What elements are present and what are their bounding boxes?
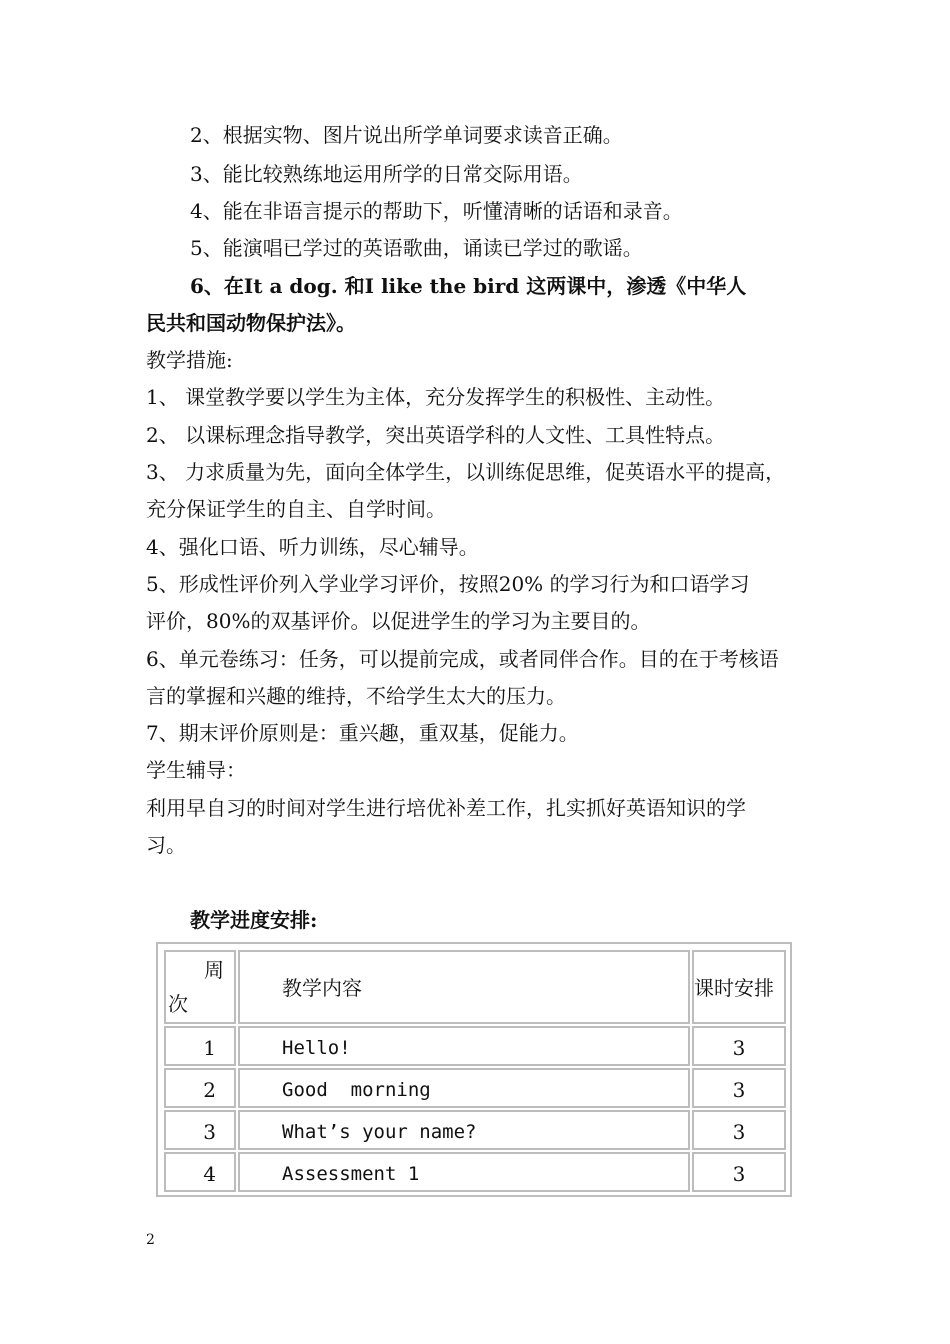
- week-number: 1: [203, 1036, 216, 1060]
- measures-heading: 教学措施:: [146, 348, 233, 372]
- goal-item-bold-continuation: 民共和国动物保护法》。: [146, 311, 356, 335]
- schedule-table: [156, 942, 792, 1197]
- measure-line: 6、单元卷练习：任务，可以提前完成，或者同伴合作。目的在于考核语: [146, 647, 779, 671]
- measure-line: 7、期末评价原则是：重兴趣，重双基，促能力。: [146, 721, 579, 745]
- content-cell: Hello!: [238, 1026, 690, 1066]
- goal-item: 4、能在非语言提示的帮助下，听懂清晰的话语和录音。: [190, 199, 683, 223]
- measure-line: 5、形成性评价列入学业学习评价，按照20% 的学习行为和口语学习: [146, 572, 750, 596]
- hours-cell: 3: [692, 1152, 786, 1192]
- content-cell: What’s your name?: [238, 1110, 690, 1150]
- tutoring-heading: 学生辅导：: [146, 758, 246, 782]
- content-cell: Assessment 1: [238, 1152, 690, 1192]
- header-week-cell: [164, 950, 236, 1024]
- tutoring-text: 利用早自习的时间对学生进行培优补差工作，扎实抓好英语知识的学: [146, 796, 746, 820]
- measure-line: 4、强化口语、听力训练，尽心辅导。: [146, 535, 479, 559]
- content-cell: Good morning: [238, 1068, 690, 1108]
- table-row: [164, 1152, 236, 1192]
- table-row: [164, 1110, 236, 1150]
- header-content-label: 教学内容: [282, 976, 362, 1000]
- hours-cell: 3: [692, 1110, 786, 1150]
- header-content-cell: [238, 950, 690, 1024]
- tutoring-text: 习。: [146, 833, 186, 857]
- week-number: 3: [203, 1120, 216, 1144]
- goal-item: 5、能演唱已学过的英语歌曲，诵读已学过的歌谣。: [190, 236, 643, 260]
- header-week-label: 次: [168, 992, 188, 1016]
- measure-line: 言的掌握和兴趣的维持，不给学生太大的压力。: [146, 684, 566, 708]
- measure-line: 充分保证学生的自主、自学时间。: [146, 497, 446, 521]
- header-hours-cell: [692, 950, 786, 1024]
- header-hours-label: 课时安排: [694, 976, 774, 1000]
- measure-line: 评价，80%的双基评价。以促进学生的学习为主要目的。: [146, 609, 651, 633]
- table-row: [164, 1026, 236, 1066]
- goal-item: 3、能比较熟练地运用所学的日常交际用语。: [190, 162, 583, 186]
- measure-line: 1、 课堂教学要以学生为主体，充分发挥学生的积极性、主动性。: [146, 385, 726, 409]
- hours-cell: 3: [692, 1068, 786, 1108]
- goal-item: 2、根据实物、图片说出所学单词要求读音正确。: [190, 123, 623, 147]
- table-row: [164, 1068, 236, 1108]
- schedule-heading: 教学进度安排:: [190, 908, 318, 932]
- week-number: 4: [203, 1162, 216, 1186]
- hours-cell: 3: [692, 1026, 786, 1066]
- goal-item-bold: 6、在It a dog. 和I like the bird 这两课中，渗透《中华人: [190, 274, 747, 298]
- page-number: 2: [146, 1232, 155, 1248]
- header-week-label: 周: [204, 958, 224, 982]
- measure-line: 2、 以课标理念指导教学，突出英语学科的人文性、工具性特点。: [146, 423, 726, 447]
- week-number: 2: [203, 1078, 216, 1102]
- measure-line: 3、 力求质量为先，面向全体学生，以训练促思维，促英语水平的提高，: [146, 460, 786, 484]
